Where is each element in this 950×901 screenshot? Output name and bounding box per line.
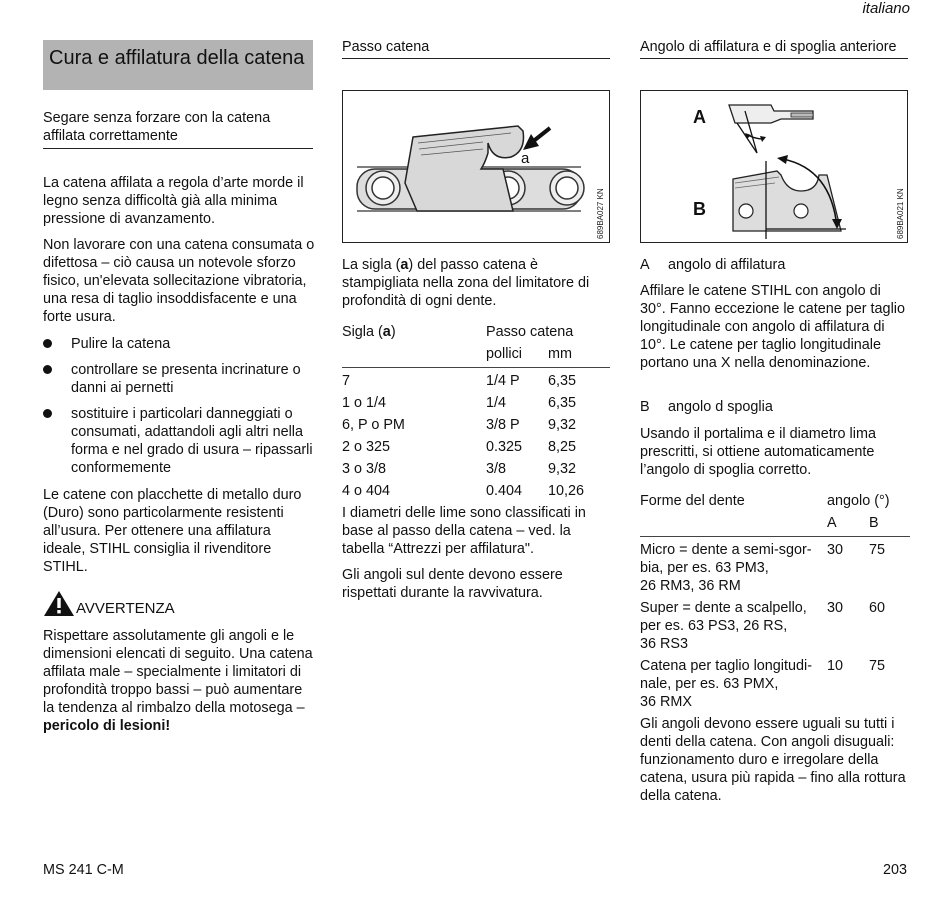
table-row: 3 o 3/8 3/8 9,32 bbox=[342, 461, 577, 477]
col3-para2: Usando il portalima e il diametro lima prescritti, si ottiene automaticamente l’angolo di spoglia corretto. bbox=[640, 426, 876, 478]
table-subheader-b: B bbox=[869, 514, 910, 537]
warning-text: Rispettare assolutamente gli angoli e le dimensioni elencati di seguito. Una catena affilata male – specialmente i limitatori di profondità troppo bassi – può aumentare la tendenza al rimbalzo della motosega – pericolo di lesioni! bbox=[43, 628, 313, 734]
table-subheader-a: A bbox=[827, 514, 869, 537]
list-item: sostituire i particolari danneggiati o consumati, adattandoli agli altri nella forma e nel grado di usura – ripassarli conformemente bbox=[43, 405, 315, 477]
language-label: italiano bbox=[862, 0, 910, 17]
col3-heading: Angolo di affilatura e di spoglia anteriore bbox=[640, 38, 908, 59]
footer-model: MS 241 C-M bbox=[43, 862, 124, 878]
figure-label-a: A bbox=[693, 107, 706, 127]
section-title: Cura e affilatura della catena bbox=[49, 47, 305, 69]
legend-b bbox=[640, 398, 908, 416]
warning-icon bbox=[43, 590, 75, 617]
bullet-icon bbox=[43, 409, 52, 418]
col3-para3: Gli angoli devono essere uguali su tutti i denti della catena. Con angoli disuguali: funzionamento duro e irregolare della catena, usura più rapida – fino alla rottura della catena. bbox=[640, 716, 906, 804]
table-header-code: Sigla (a) bbox=[342, 324, 396, 340]
table-row: 2 o 325 0.325 8,25 bbox=[342, 439, 577, 455]
figure-code: 689BA027 KN bbox=[596, 188, 605, 239]
list-item: Pulire la catena bbox=[43, 335, 315, 353]
col1-para2: Non lavorare con una catena consumata o difettosa – ciò causa un notevole sforzo fisico, un'elevata sollecitazione vibratoria, una resa di taglio insoddisfacente e una forte usura. bbox=[43, 237, 315, 325]
col1-para1: La catena affilata a regola d’arte morde il legno senza difficoltà già alla minima pressione di avanzamento. bbox=[43, 175, 304, 227]
figure-label-a: a bbox=[521, 150, 530, 167]
table-row: 1 o 1/4 1/4 6,35 bbox=[342, 395, 577, 411]
bullet-icon bbox=[43, 339, 52, 348]
col1-para3: Le catene con placchette di metallo duro (Duro) sono particolarmente resistenti all’usura. Per ottenere una affilatura ideale, STIHL consiglia il rivenditore STIHL. bbox=[43, 487, 302, 575]
col2-heading: Passo catena bbox=[342, 38, 610, 59]
col2-para2: Gli angoli sul dente devono essere rispettati durante la ravvivatura. bbox=[342, 567, 563, 601]
table-subheader-mm: mm bbox=[548, 345, 610, 368]
col3-para1: Affilare le catene STIHL con angolo di 30°. Fanno eccezione le catene per taglio longitudinale con angolo di affilatura di 10°. Le catene per taglio longitudinale portano una X nella denominazione. bbox=[640, 283, 905, 371]
chain-illustration bbox=[343, 91, 609, 242]
bullet-list bbox=[43, 335, 315, 477]
legend-a bbox=[640, 256, 908, 274]
chain-pitch-figure bbox=[342, 90, 610, 243]
warning-label: AVVERTENZA bbox=[76, 600, 175, 617]
table-header-pitch: Passo catena bbox=[486, 324, 574, 340]
legend-a-key: A bbox=[640, 257, 650, 273]
list-item: controllare se presenta incrinature o danni ai pernetti bbox=[43, 361, 315, 397]
legend-b-key: B bbox=[640, 399, 650, 415]
legend-b-text: angolo d spoglia bbox=[668, 399, 773, 415]
table-header-shape: Forme del dente bbox=[640, 493, 745, 509]
bullet-icon bbox=[43, 365, 52, 374]
table-row: Catena per taglio longitudi- nale, per es. 63 PMX, 36 RMX 10 75 bbox=[640, 658, 886, 710]
section-title-box bbox=[43, 40, 313, 90]
tooth-table bbox=[640, 492, 910, 715]
figure-code: 689BA021 KN bbox=[896, 188, 905, 239]
table-subheader-inch: pollici bbox=[486, 345, 548, 368]
table-row: 7 1/4 P 6,35 bbox=[342, 373, 577, 389]
legend-a-text: angolo di affilatura bbox=[668, 257, 786, 273]
angle-figure bbox=[640, 90, 908, 243]
subheading: Segare senza forzare con la catena affilata correttamente bbox=[43, 109, 313, 149]
table-row: 6, P o PM 3/8 P 9,32 bbox=[342, 417, 577, 433]
table-row: 4 o 404 0.404 10,26 bbox=[342, 483, 585, 499]
table-row: Micro = dente a semi-sgor- bia, per es. 63 PM3, 26 RM3, 36 RM 30 75 bbox=[640, 542, 886, 594]
table-row: Super = dente a scalpello, per es. 63 PS3, 26 RS, 36 RS3 30 60 bbox=[640, 600, 886, 652]
warning-emphasis: pericolo di lesioni! bbox=[43, 718, 171, 734]
col2-caption: La sigla (a) del passo catena è stampigliata nella zona del limitatore di profondità di ogni dente. bbox=[342, 257, 590, 309]
figure-label-b: B bbox=[693, 199, 706, 219]
pitch-table bbox=[342, 323, 610, 504]
page-number: 203 bbox=[882, 862, 907, 878]
col2-para1: I diametri delle lime sono classificati in base al passo della catena – ved. la tabella “Attrezzi per affilatura". bbox=[342, 505, 586, 557]
angle-illustration bbox=[641, 91, 907, 242]
table-header-angle: angolo (°) bbox=[827, 493, 890, 509]
warning-heading bbox=[43, 590, 315, 618]
